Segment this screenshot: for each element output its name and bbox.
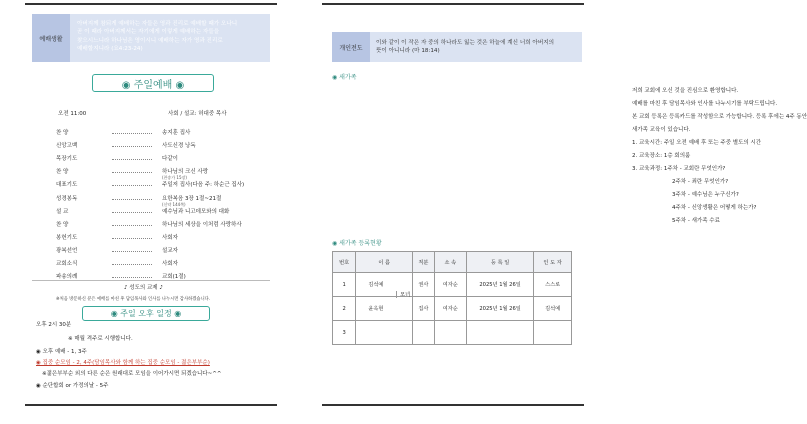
registration-table bbox=[332, 251, 572, 345]
new-family-line: 2. 교육장소: 1층 회의룸 bbox=[632, 153, 691, 159]
pm-item: ◉ 집중 순모임 - 2, 4주(담임목사와 함께 하는 집중 순모임 - 젊은부부순) bbox=[36, 360, 210, 366]
order-row bbox=[0, 194, 300, 206]
col-header: 등 록 일 bbox=[466, 252, 533, 273]
table-cell bbox=[356, 321, 413, 345]
order-row bbox=[0, 207, 300, 219]
new-family-line: 예배를 마친 후 담임목사와 인사를 나누시기를 부탁드립니다. bbox=[632, 101, 778, 107]
table-cell: 김석예 모녀 bbox=[356, 273, 413, 297]
order-value: 설교자 bbox=[162, 247, 178, 254]
table-cell: 여자순 bbox=[434, 297, 466, 321]
worship-life-text: 아버지께 참되게 예배하는 자들은 영과 진리로 예배할 때가 오나니 곧 이 때라 아버지께서는 자기에게 이렇게 예배하는 자들을 찾으시느니라 하나님은 영이시니 예배하는 자가 영과 진리로 예배할지니라 (요4:23-24) bbox=[77, 21, 238, 53]
order-value: 주일저 집사(다음 주: 하순근 집사) bbox=[162, 182, 245, 189]
merged-group-label: 모녀 bbox=[396, 291, 410, 298]
dotted-leader bbox=[112, 277, 152, 278]
pm-time: 오후 2시 30분 bbox=[36, 322, 72, 328]
order-label: 교회소식 bbox=[56, 261, 78, 267]
dotted-leader bbox=[112, 212, 152, 213]
personal-text: 이와 같이 이 작은 자 중의 하나라도 잃는 것은 하늘에 계신 너희 아버지의 뜻이 아니니라 (마 18:14) bbox=[376, 40, 555, 55]
col-header: 번호 bbox=[333, 252, 356, 273]
table-cell: 2025년 1월 26일 bbox=[466, 273, 533, 297]
service-time: 오전 11:00 bbox=[58, 111, 87, 117]
order-label: 찬 양 bbox=[56, 169, 69, 176]
order-value: 요한복음 3장 1절~21절 bbox=[162, 195, 222, 202]
top-rule bbox=[322, 3, 584, 5]
right-page bbox=[300, 0, 807, 424]
new-family-line: 1. 교육시간: 주일 오전 예배 후 또는 주중 별도의 시간 bbox=[632, 140, 762, 146]
order-label: 파송의례 bbox=[56, 274, 78, 281]
dotted-leader bbox=[112, 159, 152, 160]
order-row bbox=[0, 141, 300, 153]
order-label: 찬 양 bbox=[56, 130, 69, 136]
order-value: 사도신경 낭독 bbox=[162, 143, 196, 150]
table-row bbox=[333, 297, 572, 321]
top-rule bbox=[25, 3, 277, 5]
order-label: 대표기도 bbox=[56, 182, 78, 189]
dotted-leader bbox=[112, 172, 152, 173]
order-sub: (신약 144쪽) bbox=[162, 201, 186, 207]
table-cell: 권사 bbox=[413, 273, 435, 297]
dotted-leader bbox=[112, 185, 152, 186]
order-label: 성경봉독 bbox=[56, 195, 78, 202]
new-family-line: 본 교회 등록은 등록카드를 작성함으로 가능합니다. 등록 후에는 4주 동안 bbox=[632, 114, 807, 120]
col-header: 인 도 자 bbox=[534, 252, 572, 273]
order-value: 교회(1절) bbox=[162, 274, 186, 281]
order-row bbox=[0, 246, 300, 258]
order-row bbox=[0, 167, 300, 179]
new-family-line: 저희 교회에 오신 것을 진심으로 환영합니다. bbox=[632, 88, 739, 94]
pm-item: ※ 매월 격주로 시행합니다. bbox=[68, 336, 133, 342]
table-cell: 2025년 1월 26일 bbox=[466, 297, 533, 321]
order-value: 다같이 bbox=[162, 156, 178, 163]
new-family-line: 2주차 - 죄란 무엇인가? bbox=[672, 179, 729, 185]
pm-item: ※젊은부부순 외의 다른 순은 원래대로 모임을 이어가시면 되겠습니다~^^ bbox=[42, 371, 222, 377]
visitor-note: ※처음 방문하신 분은 예배를 마친 후 담임목사와 인사를 나누시면 감사하겠습니다. bbox=[56, 297, 211, 302]
table-cell: 1 bbox=[333, 273, 356, 297]
pm-item: ◉ 오후 예배 - 1, 3주 bbox=[36, 349, 87, 355]
table-row bbox=[333, 273, 572, 297]
col-header: 소 속 bbox=[434, 252, 466, 273]
table-cell: 2 bbox=[333, 297, 356, 321]
table-cell bbox=[466, 321, 533, 345]
new-family-head: ◉ 새가족 bbox=[332, 74, 357, 81]
bottom-rule bbox=[322, 404, 584, 406]
personal-label: 개인전도 bbox=[332, 32, 370, 62]
table-cell: 집사 bbox=[413, 297, 435, 321]
dotted-leader bbox=[112, 133, 152, 134]
pm-title: ◉ 주일 오후 일정 ◉ bbox=[82, 306, 210, 321]
table-cell bbox=[434, 321, 466, 345]
new-family-line: 4주차 - 신앙생활은 어떻게 하는가? bbox=[672, 205, 757, 211]
table-cell: 윤옥현 bbox=[356, 297, 413, 321]
table-cell: 3 bbox=[333, 321, 356, 345]
dotted-leader bbox=[112, 251, 152, 252]
order-label: 찬 양 bbox=[56, 221, 69, 228]
new-family-line: 새가족 교육이 있습니다. bbox=[632, 127, 691, 133]
dotted-leader bbox=[112, 225, 152, 226]
left-page bbox=[0, 0, 300, 424]
col-header: 이 름 bbox=[356, 252, 413, 273]
order-value: 사회자 bbox=[162, 234, 178, 241]
service-leader: 사회 / 설교: 허대중 목사 bbox=[168, 111, 227, 117]
order-row bbox=[0, 233, 300, 245]
order-value: 하나님의 크신 사랑 bbox=[162, 169, 209, 176]
dotted-leader bbox=[112, 146, 152, 147]
order-label: 목장기도 bbox=[56, 156, 78, 163]
table-cell: 김석예 bbox=[534, 297, 572, 321]
order-label: 광복선언 bbox=[56, 247, 78, 254]
order-value: 예수님과 니고데모와의 대화 bbox=[162, 208, 230, 215]
new-family-line: 3주차 - 예수님은 누구신가? bbox=[672, 192, 739, 198]
order-value: 송지훈 집사 bbox=[162, 130, 191, 136]
order-value: 하나님의 세상을 이처럼 사랑하사 bbox=[162, 221, 242, 228]
order-row bbox=[0, 180, 300, 192]
order-row bbox=[0, 154, 300, 166]
new-family-line: 5주차 - 새가족 수료 bbox=[672, 218, 720, 224]
table-row bbox=[333, 321, 572, 345]
worship-life-label: 예배생활 bbox=[32, 14, 70, 62]
order-row bbox=[0, 259, 300, 271]
fellowship-title: ♪ 성도의 교제 ♪ bbox=[124, 285, 163, 291]
order-row bbox=[0, 220, 300, 232]
registration-head: ◉ 새가족 등록현황 bbox=[332, 240, 382, 247]
order-label: 신앙고백 bbox=[56, 143, 78, 150]
worship-life-box bbox=[32, 14, 270, 62]
dotted-leader bbox=[112, 199, 152, 200]
order-row bbox=[0, 128, 300, 140]
pm-item: ◉ 순단합회 or 가정의날 - 5주 bbox=[36, 383, 109, 389]
col-header: 직분 bbox=[413, 252, 435, 273]
table-cell bbox=[413, 321, 435, 345]
table-cell: 여자순 bbox=[434, 273, 466, 297]
service-title: ◉ 주일예배 ◉ bbox=[92, 74, 214, 92]
divider bbox=[32, 280, 270, 281]
order-label: 설 교 bbox=[56, 208, 69, 215]
dotted-leader bbox=[112, 238, 152, 239]
table-cell: 스스로 bbox=[534, 273, 572, 297]
dotted-leader bbox=[112, 264, 152, 265]
order-label: 봉헌기도 bbox=[56, 234, 78, 241]
order-value: 사회자 bbox=[162, 261, 178, 267]
personal-evangelism-box bbox=[332, 32, 582, 62]
bottom-rule bbox=[25, 404, 277, 406]
new-family-line: 3. 교육과정: 1주차 - 교회란 무엇인가? bbox=[632, 166, 726, 172]
order-sub: (찬송가 15장) bbox=[162, 175, 187, 181]
table-cell bbox=[534, 321, 572, 345]
